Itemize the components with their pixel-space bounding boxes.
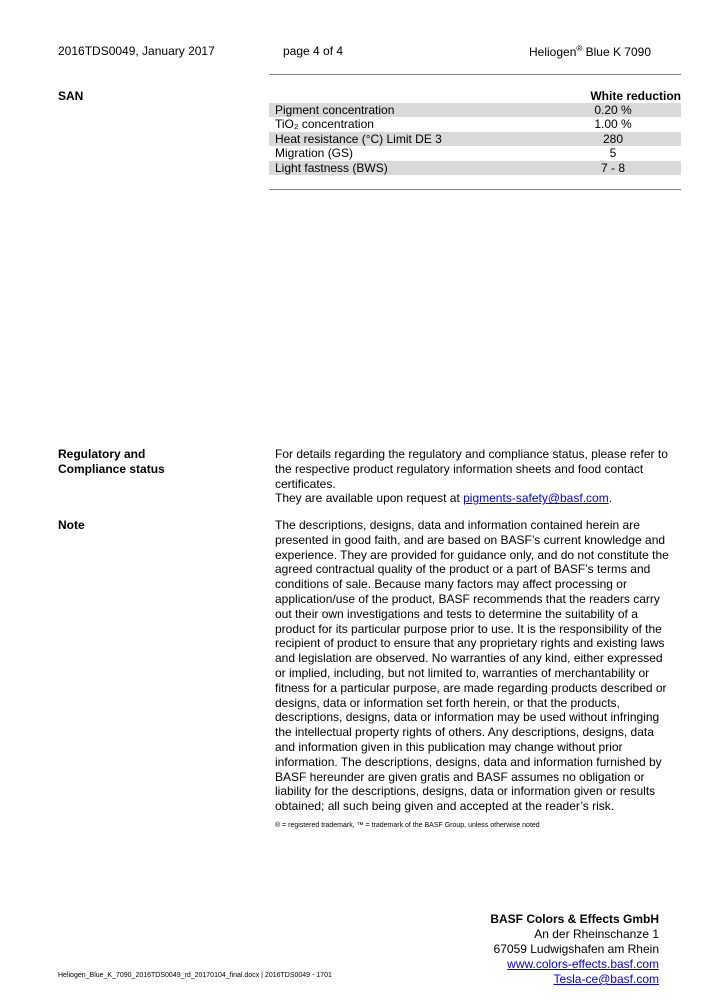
table-bottom-divider — [269, 189, 681, 190]
top-divider — [269, 74, 681, 75]
value-cell: 1.00 % — [594, 117, 632, 132]
company-name: BASF Colors & Effects GmbH — [490, 912, 659, 926]
page-number: page 4 of 4 — [283, 44, 344, 58]
property-cell: TiO₂ concentration — [275, 117, 374, 132]
company-website-link[interactable]: www.colors-effects.basf.com — [507, 957, 659, 971]
table-row — [269, 161, 681, 175]
note-section-label: Note — [58, 518, 85, 532]
company-address-block — [490, 912, 659, 987]
regulatory-label-line2: Compliance status — [58, 462, 165, 476]
property-cell: Pigment concentration — [269, 103, 545, 117]
note-disclaimer-text: The descriptions, designs, data and information contained herein are presented in good faith, and are based on BASF’s current knowledge and experience. They are provided for guidance only, and do not constitute the agreed contractual quality of the product or a part of BASF’s terms and conditions of sale. Because many factors may affect processing or application/use of the product, BASF recommends that the readers carry out their own investigations and tests to determine the suitability of a product for its particular purpose prior to use. It is the responsibility of the recipient of product to ensure that any proprietary rights and existing laws and legislation are observed. No warranties of any kind, either expressed or implied, including, but not limited to, warranties of merchantability or fitness for a particular purpose, are made regarding products described or designs, data or information set forth herein, or that the products, descriptions, designs, data or information may be used without infringing the intellectual property rights of others. Any descriptions, designs, data and information given in this publication may change without prior information. The descriptions, designs, data and information furnished by BASF hereunder are given gratis and BASF assumes no obligation or liability for the descriptions, designs, data or information given or results obtained; all such being given and accepted at the reader’s risk. — [275, 518, 669, 814]
product-title — [529, 44, 651, 59]
regulatory-request-line — [275, 491, 675, 506]
company-street: An der Rheinschanze 1 — [534, 927, 659, 941]
pigments-safety-email-link[interactable]: pigments-safety@basf.com — [463, 491, 609, 506]
property-cell: Heat resistance (°C) Limit DE 3 — [269, 132, 545, 146]
value-cell: 5 — [609, 146, 617, 161]
table-row — [269, 146, 681, 160]
value-cell: 280 — [545, 132, 681, 146]
property-cell: Migration (GS) — [275, 146, 354, 161]
company-city: 67059 Ludwigshafen am Rhein — [493, 942, 659, 956]
table-row — [269, 103, 681, 117]
regulatory-text — [275, 447, 675, 506]
product-name: Heliogen — [529, 45, 577, 59]
table-row — [269, 117, 681, 131]
regulatory-paragraph: For details regarding the regulatory and compliance status, please refer to the respective product regulatory information sheets and food contact certificates. — [275, 447, 668, 491]
san-section-label: SAN — [58, 89, 84, 103]
value-cell: 7 - 8 — [545, 161, 681, 175]
white-reduction-header: White reduction — [590, 89, 681, 103]
footer-file-name: Heliogen_Blue_K_7090_2016TDS0049_rd_20170104_final.docx | 2016TDS0049 - 1701 — [58, 972, 332, 979]
property-cell: Light fastness (BWS) — [269, 161, 545, 175]
table-row — [269, 132, 681, 146]
regulatory-section-label — [58, 447, 165, 477]
document-id: 2016TDS0049, January 2017 — [58, 44, 215, 58]
san-properties-table — [269, 103, 681, 175]
product-name-rest: Blue K 7090 — [582, 45, 651, 59]
trademark-note: ® = registered trademark, ™ = trademark of the BASF Group, unless otherwise noted — [275, 822, 540, 829]
registered-mark: ® — [576, 44, 583, 53]
request-text-end: . — [608, 491, 613, 506]
company-email-link[interactable]: Tesla-ce@basf.com — [553, 972, 659, 986]
regulatory-label-line1: Regulatory and — [58, 447, 146, 461]
value-cell: 0.20 % — [545, 103, 681, 117]
request-text: They are available upon request at — [275, 491, 464, 506]
